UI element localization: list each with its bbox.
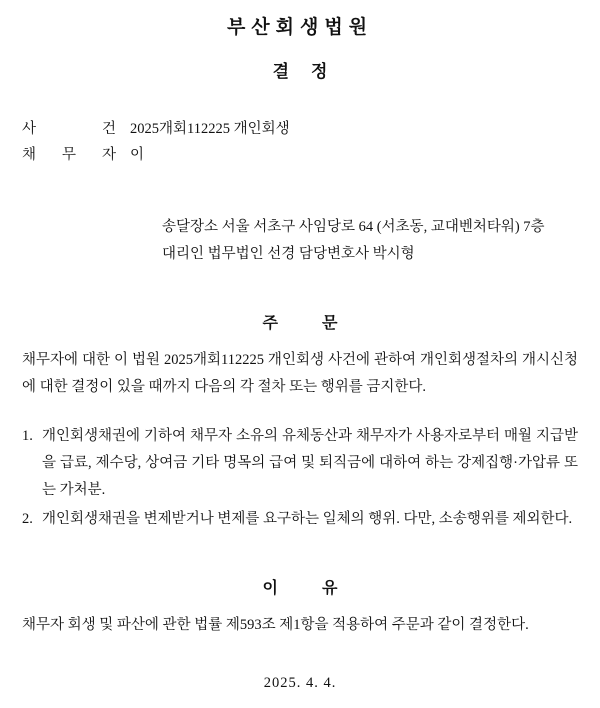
section-main-order	[22, 310, 578, 533]
list-item	[22, 506, 578, 533]
case-number-value: 2025개회112225 개인회생	[130, 121, 290, 137]
document-type-heading: 결정	[272, 62, 350, 81]
case-number-label-char-2: 건	[101, 121, 116, 137]
reason-paragraph: 채무자 회생 및 파산에 관한 법률 제593조 제1항을 적용하여 주문과 같이 결정한다.	[22, 617, 529, 633]
order-list	[22, 423, 578, 533]
list-item-number: 1.	[22, 428, 33, 444]
section-heading-order: 주 문	[262, 315, 358, 332]
case-number-label	[22, 116, 130, 142]
case-number-label-char-1: 사	[22, 121, 37, 137]
court-title: 부산회생법원	[226, 17, 374, 38]
section-reason	[22, 575, 578, 639]
case-metadata	[22, 116, 578, 168]
debtor-label-char-1: 채	[22, 147, 37, 163]
service-address-line: 송달장소 서울 서초구 사임당로 64 (서초동, 교대벤처타워) 7층	[162, 219, 545, 235]
legal-representative-line: 대리인 법무법인 선경 담당변호사 박시형	[162, 246, 415, 262]
case-number-row	[22, 116, 578, 142]
debtor-label	[22, 142, 130, 168]
section-heading-reason: 이 유	[262, 580, 358, 597]
debtor-row	[22, 142, 578, 168]
list-item-text: 개인회생채권을 변제받거나 변제를 요구하는 일체의 행위. 다만, 소송행위를 제외한다.	[42, 511, 573, 527]
list-item-number: 2.	[22, 511, 33, 527]
service-address-block	[162, 214, 578, 268]
list-item-text: 개인회생채권에 기하여 채무자 소유의 유체동산과 채무자가 사용자로부터 매월 지급받을 급료, 제수당, 상여금 기타 명목의 급여 및 퇴직금에 대하여 하는 강제집행·가압류 또는 가처분.	[42, 428, 578, 498]
debtor-label-char-2: 무	[61, 147, 76, 163]
decision-date: 2025. 4. 4.	[263, 675, 337, 691]
document-page	[0, 12, 600, 708]
debtor-label-char-3: 자	[101, 147, 116, 163]
debtor-value: 이	[130, 147, 145, 163]
order-paragraph: 채무자에 대한 이 법원 2025개회112225 개인회생 사건에 관하여 개인회생절차의 개시신청에 대한 결정이 있을 때까지 다음의 각 절차 또는 행위를 금지한다.	[22, 352, 578, 395]
list-item	[22, 423, 578, 504]
